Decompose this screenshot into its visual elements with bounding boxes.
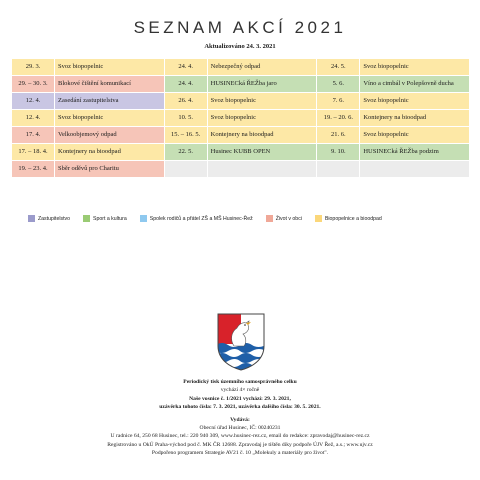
event-row bbox=[12, 93, 164, 109]
imprint-line: Obecní úřad Husinec, IČ: 00240231 bbox=[199, 425, 281, 432]
event-name: Svoz biopopelnic bbox=[55, 110, 164, 126]
event-name: Sběr oděvů pro Charitu bbox=[55, 161, 164, 177]
event-row bbox=[317, 93, 469, 109]
legend-item-spolek bbox=[140, 215, 253, 222]
legend-item-zivot bbox=[266, 215, 302, 222]
event-date: 19. – 20. 6. bbox=[317, 110, 359, 126]
legend-swatch bbox=[315, 215, 322, 222]
events-column-3 bbox=[317, 59, 470, 177]
events-table bbox=[12, 59, 470, 177]
event-name: Velkoobjemový odpad bbox=[55, 127, 164, 143]
legend-label: Biopopelnice a bioodpad bbox=[324, 215, 382, 222]
event-date: 12. 4. bbox=[12, 110, 54, 126]
event-row bbox=[12, 144, 164, 160]
event-date: 5. 6. bbox=[317, 76, 359, 92]
legend-label: Zastupitelstvo bbox=[38, 215, 71, 222]
imprint-line: Periodický tisk územního samosprávného celku bbox=[183, 379, 297, 385]
legend-swatch bbox=[83, 215, 90, 222]
legend-item-zastupitelstvo bbox=[28, 215, 70, 222]
event-date: 29. – 30. 3. bbox=[12, 76, 54, 92]
event-name: Kontejnery na bioodpad bbox=[208, 127, 317, 143]
page-title: SEZNAM AKCÍ 2021 bbox=[133, 18, 347, 37]
event-name: Zasedání zastupitelstva bbox=[55, 93, 164, 109]
event-name: Kontejnery na bioodpad bbox=[360, 110, 469, 126]
legend-label: Sport a kultura bbox=[93, 215, 127, 222]
event-name: Nebezpečný odpad bbox=[208, 59, 317, 75]
event-name: Svoz biopopelnic bbox=[360, 59, 469, 75]
imprint-line: Naše vosnice č. 1/2021 vychází: 29. 3. 2021, bbox=[189, 395, 291, 402]
event-name: Svoz biopopelnic bbox=[208, 110, 317, 126]
event-row bbox=[12, 59, 164, 75]
imprint-line: Podpořeno programem Strategie AV21 č. 10 „Molekuly a materiály pro život". bbox=[151, 450, 329, 457]
event-date: 29. 3. bbox=[12, 59, 54, 75]
event-name: Svoz biopopelnic bbox=[208, 93, 317, 109]
event-row bbox=[12, 127, 164, 143]
imprint-line: Vydává: bbox=[230, 416, 250, 423]
event-date bbox=[317, 161, 359, 177]
event-name bbox=[360, 161, 469, 177]
event-row bbox=[317, 110, 469, 126]
event-date: 26. 4. bbox=[165, 93, 207, 109]
imprint-line: uzávěrka tohoto čísla: 7. 3. 2021, uzávěrka dalšího čísla: 30. 5. 2021. bbox=[159, 404, 321, 411]
event-date: 19. – 23. 4. bbox=[12, 161, 54, 177]
legend-swatch bbox=[266, 215, 273, 222]
event-row bbox=[165, 76, 317, 92]
event-date: 10. 5. bbox=[165, 110, 207, 126]
events-column-2 bbox=[165, 59, 318, 177]
event-date: 7. 6. bbox=[317, 93, 359, 109]
event-name: Husinec KUBB OPEN bbox=[208, 144, 317, 160]
legend-label: Život v obci bbox=[275, 215, 302, 222]
event-name: Víno a cimbál v Polepšovně ducha bbox=[360, 76, 469, 92]
legend-item-sport bbox=[83, 215, 127, 222]
event-date: 24. 4. bbox=[165, 76, 207, 92]
event-row bbox=[317, 59, 469, 75]
imprint-line: Registrováno u OkÚ Praha-východ pod č. MK ČR 12688. Zpravodaj je tištěn díky podpoře ÚJV Řež, a.s.; www.ujv.cz bbox=[107, 441, 373, 448]
event-row bbox=[165, 127, 317, 143]
events-column-1 bbox=[12, 59, 165, 177]
event-row bbox=[165, 59, 317, 75]
event-date: 15. – 16. 5. bbox=[165, 127, 207, 143]
legend bbox=[28, 215, 382, 222]
event-row-empty bbox=[317, 161, 469, 177]
event-name: HUSINECká ŘEŽba podzim bbox=[360, 144, 469, 160]
event-row bbox=[165, 144, 317, 160]
imprint-line: U radnice 64, 250 68 Husinec, tel.: 220 940 309, www.husinec-rez.cz, email do redakce: zpravodaj@husinec-rez.cz bbox=[110, 433, 370, 440]
legend-swatch bbox=[140, 215, 147, 222]
event-row bbox=[317, 76, 469, 92]
municipal-crest-icon bbox=[216, 312, 266, 372]
legend-label: Spolek rodičů a přátel ZŠ a MŠ Husinec-Řež bbox=[149, 215, 253, 222]
event-date: 17. 4. bbox=[12, 127, 54, 143]
event-date: 22. 5. bbox=[165, 144, 207, 160]
imprint bbox=[0, 378, 480, 458]
event-name: Blokové čištění komunikací bbox=[55, 76, 164, 92]
event-date: 17. – 18. 4. bbox=[12, 144, 54, 160]
event-name bbox=[208, 161, 317, 177]
updated-date: Aktualizováno 24. 3. 2021 bbox=[204, 43, 276, 50]
legend-swatch bbox=[28, 215, 35, 222]
event-row bbox=[165, 93, 317, 109]
imprint-line: vychází 4× ročně bbox=[220, 387, 260, 394]
event-row bbox=[317, 144, 469, 160]
event-row bbox=[12, 110, 164, 126]
event-row-empty bbox=[165, 161, 317, 177]
event-date: 21. 6. bbox=[317, 127, 359, 143]
event-name: Kontejnery na bioodpad bbox=[55, 144, 164, 160]
event-row bbox=[12, 76, 164, 92]
event-row bbox=[165, 110, 317, 126]
event-name: Svoz biopopelnic bbox=[360, 127, 469, 143]
event-name: Svoz biopopelnic bbox=[360, 93, 469, 109]
event-row bbox=[12, 161, 164, 177]
event-date: 24. 5. bbox=[317, 59, 359, 75]
event-date: 12. 4. bbox=[12, 93, 54, 109]
legend-item-bio bbox=[315, 215, 382, 222]
event-name: HUSINECká ŘEŽba jaro bbox=[208, 76, 317, 92]
event-date bbox=[165, 161, 207, 177]
event-date: 9. 10. bbox=[317, 144, 359, 160]
event-date: 24. 4. bbox=[165, 59, 207, 75]
event-name: Svoz biopopelnic bbox=[55, 59, 164, 75]
event-row bbox=[317, 127, 469, 143]
